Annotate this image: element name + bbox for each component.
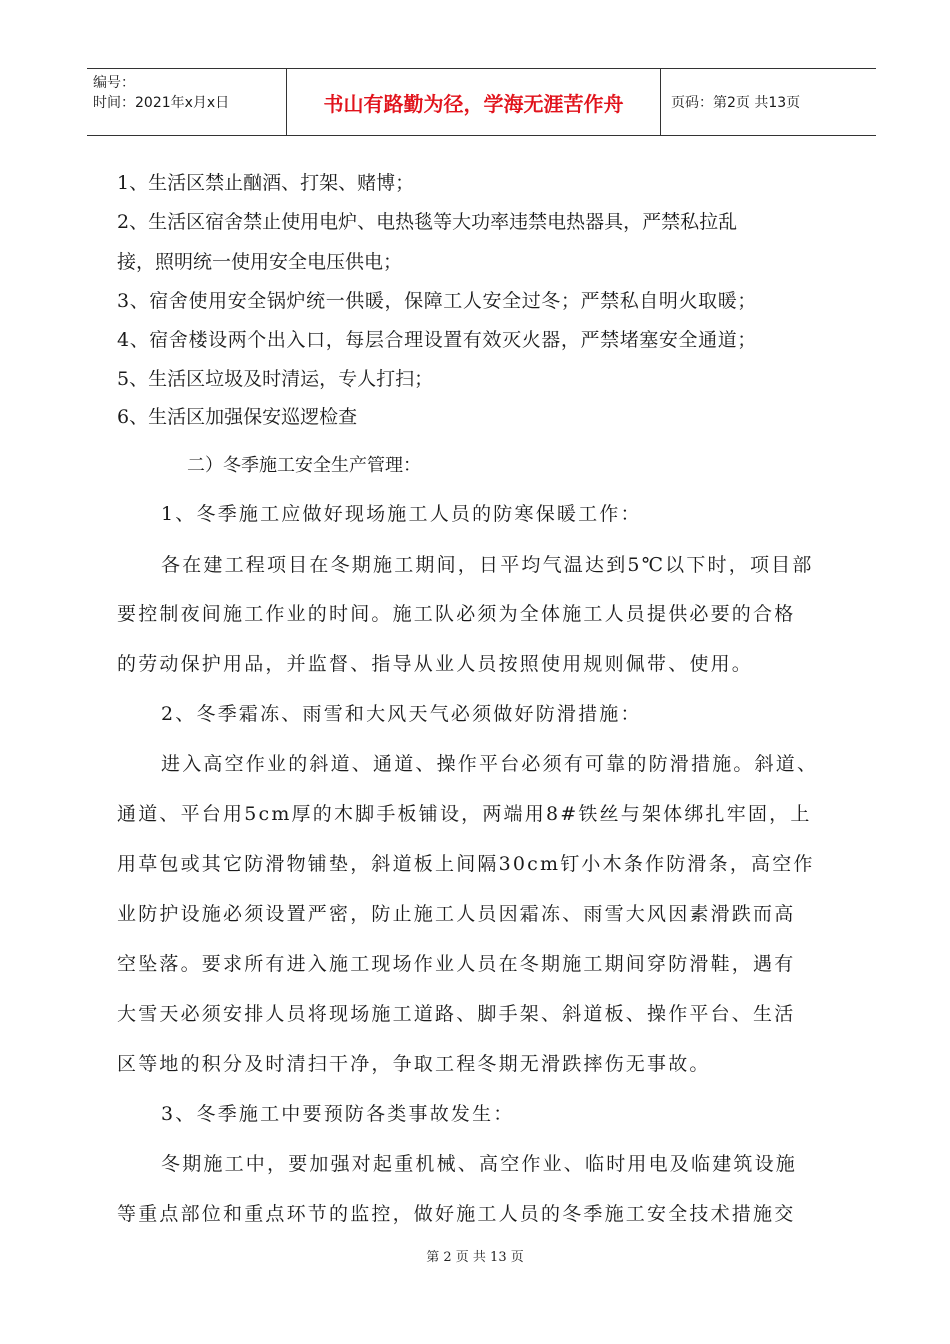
text-line: 1、生活区禁止酗酒、打架、赌博； bbox=[117, 172, 415, 194]
text-line: 6、生活区加强保安巡逻检查 bbox=[117, 406, 358, 428]
doc-number-label: 编号： bbox=[93, 75, 135, 91]
subsection-heading: 3、冬季施工中要预防各类事故发生： bbox=[161, 1103, 515, 1125]
text-line: 的劳动保护用品，并监督、指导从业人员按照使用规则佩带、使用。 bbox=[117, 653, 754, 675]
text-line: 各在建工程项目在冬期施工期间，日平均气温达到5℃以下时，项目部 bbox=[161, 554, 814, 576]
text-line: 等重点部位和重点环节的监控，做好施工人员的冬季施工安全技术措施交 bbox=[117, 1203, 796, 1225]
page-footer: 第 2 页 共 13 页 bbox=[426, 1250, 524, 1265]
subsection-heading: 2、冬季霜冻、雨雪和大风天气必须做好防滑措施： bbox=[161, 703, 642, 725]
text-line: 3、宿舍使用安全锅炉统一供暖，保障工人安全过冬；严禁私自明火取暖； bbox=[117, 290, 757, 312]
section-heading: 二）冬季施工安全生产管理： bbox=[187, 455, 421, 476]
subsection-heading: 1、冬季施工应做好现场施工人员的防寒保暖工作： bbox=[161, 503, 642, 525]
text-line: 进入高空作业的斜道、通道、操作平台必须有可靠的防滑措施。斜道、 bbox=[161, 753, 819, 775]
text-line: 4、宿舍楼设两个出入口，每层合理设置有效灭火器，严禁堵塞安全通道； bbox=[117, 329, 757, 351]
text-line: 冬期施工中，要加强对起重机械、高空作业、临时用电及临建筑设施 bbox=[161, 1153, 798, 1175]
text-line: 要控制夜间施工作业的时间。施工队必须为全体施工人员提供必要的合格 bbox=[117, 603, 796, 625]
text-line: 接，照明统一使用安全电压供电； bbox=[117, 251, 403, 273]
header-page-info: 页码：第2页 共13页 bbox=[671, 95, 801, 111]
text-line: 通道、平台用5cm厚的木脚手板铺设，两端用8#铁丝与架体绑扎牢固，上 bbox=[117, 803, 812, 825]
header-motto: 书山有路勤为径，学海无涯苦作舟 bbox=[287, 69, 661, 135]
text-line: 用草包或其它防滑物铺垫，斜道板上间隔30cm钉小木条作防滑条，高空作 bbox=[117, 853, 815, 875]
text-line: 2、生活区宿舍禁止使用电炉、电热毯等大功率违禁电热器具，严禁私拉乱 bbox=[117, 211, 738, 233]
text-line: 5、生活区垃圾及时清运，专人打扫； bbox=[117, 368, 434, 390]
header-meta bbox=[87, 69, 287, 135]
time-label: 时间：2021年x月x日 bbox=[93, 95, 230, 111]
page-header bbox=[87, 68, 876, 136]
text-line: 大雪天必须安排人员将现场施工道路、脚手架、斜道板、操作平台、生活 bbox=[117, 1003, 796, 1025]
text-line: 空坠落。要求所有进入施工现场作业人员在冬期施工期间穿防滑鞋，遇有 bbox=[117, 953, 796, 975]
text-line: 区等地的积分及时清扫干净，争取工程冬期无滑跌摔伤无事故。 bbox=[117, 1053, 711, 1075]
text-line: 业防护设施必须设置严密，防止施工人员因霜冻、雨雪大风因素滑跌而高 bbox=[117, 903, 796, 925]
